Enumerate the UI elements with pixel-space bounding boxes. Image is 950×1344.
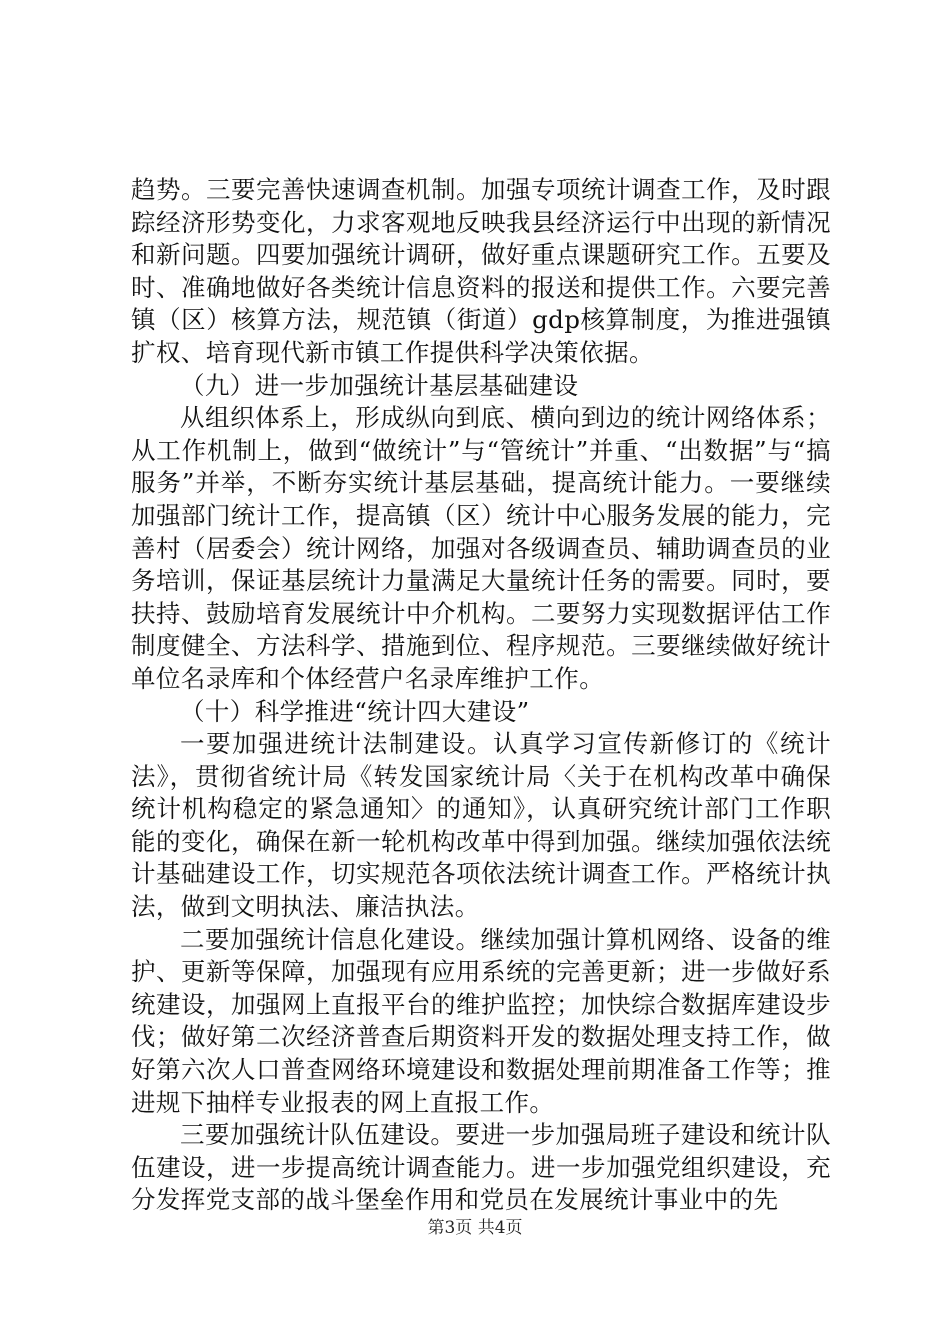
section-heading-nine: （九）进一步加强统计基层基础建设 (180, 370, 579, 400)
section-heading-ten: （十）科学推进“统计四大建设” (180, 696, 530, 726)
paragraph-legal-construction: 一要加强进统计法制建设。认真学习宣传新修订的《统计法》，贯彻省统计局《转发国家统计局〈关于在机构改革中确保统计机构稳定的紧急通知〉的通知》，认真研究统计部门工作职能的变化，确保在新一轮机构改革中得到加强。继续加强依法统计基础建设工作，切实规范各项依法统计调查工作。严格统计执法，做到文明执法、廉洁执法。 (131, 729, 831, 922)
paragraph-continuation: 趋势。三要完善快速调查机制。加强专项统计调查工作，及时跟踪经济形势变化，力求客观地反映我县经济运行中出现的新情况和新问题。四要加强统计调研，做好重点课题研究工作。五要及时、准确地做好各类统计信息资料的报送和提供工作。六要完善镇（区）核算方法，规范镇（街道）gdp核算制度，为推进强镇扩权、培育现代新市镇工作提供科学决策依据。 (131, 175, 831, 367)
page-number-footer: 第3页 共4页 (427, 1218, 523, 1238)
paragraph-team-building: 三要加强统计队伍建设。要进一步加强局班子建设和统计队伍建设，进一步提高统计调查能力。进一步加强党组织建设，充分发挥党支部的战斗堡垒作用和党员在发展统计事业中的先 (131, 1120, 831, 1215)
paragraph-informatization: 二要加强统计信息化建设。继续加强计算机网络、设备的维护、更新等保障，加强现有应用系统的完善更新；进一步做好系统建设，加强网上直报平台的维护监控；加快综合数据库建设步伐；做好第二次经济普查后期资料开发的数据处理支持工作，做好第六次人口普查网络环境建设和数据处理前期准备工作等；推进规下抽样专业报表的网上直报工作。 (131, 924, 831, 1117)
document-body (131, 174, 831, 1217)
paragraph-grassroots: 从组织体系上，形成纵向到底、横向到边的统计网络体系；从工作机制上，做到“做统计”与“管统计”并重、“出数据”与“搞服务”并举，不断夯实统计基层基础，提高统计能力。一要继续加强部门统计工作，提高镇（区）统计中心服务发展的能力，完善村（居委会）统计网络，加强对各级调查员、辅助调查员的业务培训，保证基层统计力量满足大量统计任务的需要。同时，要扶持、鼓励培育发展统计中介机构。二要努力实现数据评估工作制度健全、方法科学、措施到位、程序规范。三要继续做好统计单位名录库和个体经营户名录库维护工作。 (131, 403, 831, 693)
